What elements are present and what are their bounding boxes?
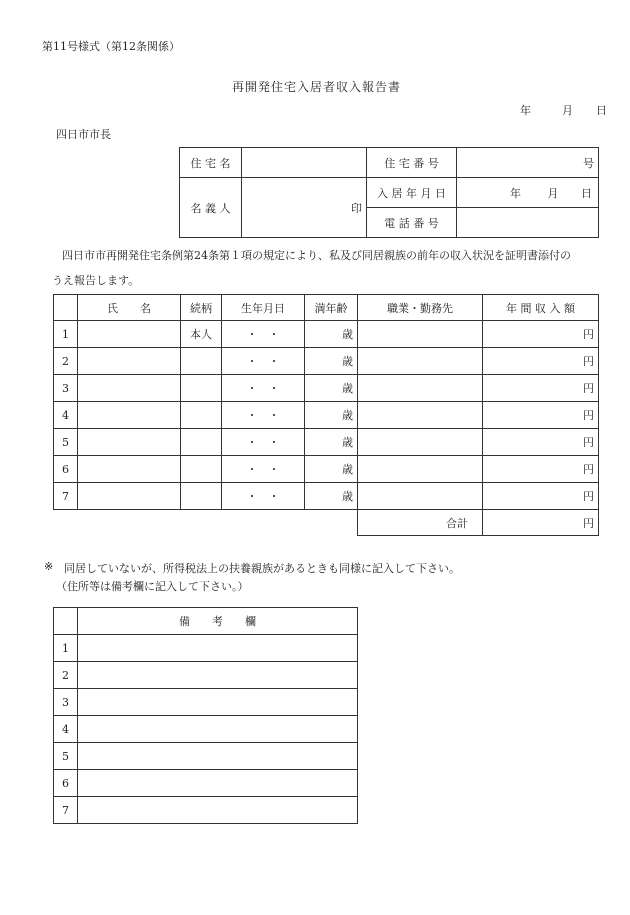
income-amount-field[interactable]: 円 (483, 321, 599, 348)
table-row (54, 402, 599, 429)
seal-mark: 印 (351, 201, 362, 215)
date-month: 月 (562, 104, 573, 117)
total-row (54, 510, 599, 536)
col-header-no (54, 295, 78, 321)
total-label: 合計 (358, 510, 483, 536)
move-in-year: 年 (510, 186, 521, 200)
age-field[interactable]: 歳 (305, 348, 358, 375)
name-field[interactable] (78, 375, 181, 402)
relation-field[interactable] (181, 429, 222, 456)
total-amount-field[interactable]: 円 (483, 510, 599, 536)
recipient: 四日市市長 (56, 128, 111, 141)
name-field[interactable] (78, 321, 181, 348)
table-row (54, 375, 599, 402)
relation-field[interactable]: 本人 (181, 321, 222, 348)
move-in-day: 日 (581, 186, 592, 200)
remarks-header: 備 考 欄 (78, 608, 358, 635)
table-row (54, 483, 599, 510)
age-field[interactable]: 歳 (305, 429, 358, 456)
move-in-field[interactable] (457, 178, 599, 208)
form-number: 第11号様式（第12条関係） (42, 40, 180, 53)
occupation-field[interactable] (358, 375, 483, 402)
row-number: 5 (54, 429, 78, 456)
remarks-row-number: 7 (54, 797, 78, 824)
relation-field[interactable] (181, 456, 222, 483)
relation-field[interactable] (181, 483, 222, 510)
relation-field[interactable] (181, 348, 222, 375)
remarks-row-number: 4 (54, 716, 78, 743)
income-amount-field[interactable]: 円 (483, 483, 599, 510)
address-field[interactable] (242, 148, 367, 178)
list-item (54, 635, 358, 662)
table-row (54, 348, 599, 375)
page-title: 再開発住宅入居者収入報告書 (232, 80, 402, 94)
occupation-field[interactable] (358, 402, 483, 429)
note-line-1: 同居していないが、所得税法上の扶養親族があるときも同様に記入して下さい。 (64, 562, 460, 575)
remarks-field[interactable] (78, 770, 358, 797)
row-number: 6 (54, 456, 78, 483)
income-amount-field[interactable]: 円 (483, 456, 599, 483)
dob-field[interactable]: ・ ・ (222, 402, 305, 429)
phone-field[interactable] (457, 208, 599, 238)
holder-label: 名 義 人 (180, 178, 242, 238)
remarks-row-number: 5 (54, 743, 78, 770)
col-header-dob: 生年月日 (222, 295, 305, 321)
remarks-row-number: 3 (54, 689, 78, 716)
statement-line-2: うえ報告します。 (52, 274, 140, 287)
remarks-field[interactable] (78, 743, 358, 770)
remarks-field[interactable] (78, 635, 358, 662)
dob-field[interactable]: ・ ・ (222, 456, 305, 483)
dob-field[interactable]: ・ ・ (222, 348, 305, 375)
col-header-name: 氏 名 (78, 295, 181, 321)
table-row (54, 456, 599, 483)
remarks-field[interactable] (78, 797, 358, 824)
age-field[interactable]: 歳 (305, 375, 358, 402)
date-year: 年 (520, 104, 531, 117)
occupation-field[interactable] (358, 321, 483, 348)
name-field[interactable] (78, 483, 181, 510)
list-item (54, 770, 358, 797)
age-field[interactable]: 歳 (305, 321, 358, 348)
occupation-field[interactable] (358, 483, 483, 510)
row-number: 4 (54, 402, 78, 429)
dob-field[interactable]: ・ ・ (222, 483, 305, 510)
age-field[interactable]: 歳 (305, 402, 358, 429)
list-item (54, 797, 358, 824)
dob-field[interactable]: ・ ・ (222, 429, 305, 456)
list-item (54, 743, 358, 770)
age-field[interactable]: 歳 (305, 456, 358, 483)
date-day: 日 (596, 104, 607, 117)
col-header-income: 年 間 収 入 額 (483, 295, 599, 321)
name-field[interactable] (78, 348, 181, 375)
house-number-label: 住 宅 番 号 (367, 148, 457, 178)
remarks-row-number: 2 (54, 662, 78, 689)
move-in-month: 月 (547, 186, 559, 200)
row-number: 3 (54, 375, 78, 402)
remarks-field[interactable] (78, 662, 358, 689)
dob-field[interactable]: ・ ・ (222, 375, 305, 402)
row-number: 2 (54, 348, 78, 375)
list-item (54, 689, 358, 716)
name-field[interactable] (78, 429, 181, 456)
remarks-row-number: 6 (54, 770, 78, 797)
income-amount-field[interactable]: 円 (483, 375, 599, 402)
remarks-row-number: 1 (54, 635, 78, 662)
income-table (53, 294, 599, 536)
row-number: 7 (54, 483, 78, 510)
table-row (54, 429, 599, 456)
list-item (54, 716, 358, 743)
remarks-table (53, 607, 358, 824)
remarks-field[interactable] (78, 716, 358, 743)
col-header-age: 満年齢 (305, 295, 358, 321)
table-row (54, 321, 599, 348)
list-item (54, 662, 358, 689)
relation-field[interactable] (181, 375, 222, 402)
income-header-row (54, 295, 599, 321)
remarks-field[interactable] (78, 689, 358, 716)
col-header-occupation: 職業・勤務先 (358, 295, 483, 321)
name-field[interactable] (78, 402, 181, 429)
col-header-relation: 続柄 (181, 295, 222, 321)
income-amount-field[interactable]: 円 (483, 348, 599, 375)
address-label: 住 宅 名 (180, 148, 242, 178)
move-in-label: 入 居 年 月 日 (367, 178, 457, 208)
name-field[interactable] (78, 456, 181, 483)
phone-label: 電 話 番 号 (367, 208, 457, 238)
row-number: 1 (54, 321, 78, 348)
income-amount-field[interactable]: 円 (483, 402, 599, 429)
occupation-field[interactable] (358, 456, 483, 483)
relation-field[interactable] (181, 402, 222, 429)
holder-field[interactable] (242, 178, 367, 238)
occupation-field[interactable] (358, 429, 483, 456)
age-field[interactable]: 歳 (305, 483, 358, 510)
income-amount-field[interactable]: 円 (483, 429, 599, 456)
statement-line-1: 四日市市再開発住宅条例第24条第１項の規定により、私及び同居親族の前年の収入状況を証明書添付の (62, 249, 571, 262)
house-number-field[interactable]: 号 (457, 148, 599, 178)
header-table (179, 147, 599, 238)
dob-field[interactable]: ・ ・ (222, 321, 305, 348)
occupation-field[interactable] (358, 348, 483, 375)
note-line-2: （住所等は備考欄に記入して下さい。） (56, 580, 249, 593)
note-mark: ※ (44, 560, 54, 573)
